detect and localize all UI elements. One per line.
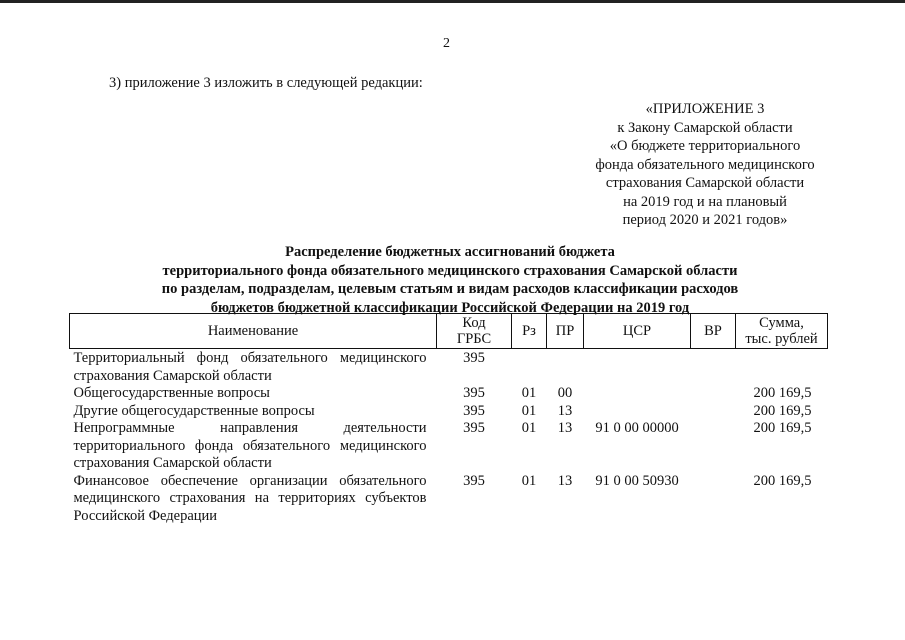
page-number: 2 (443, 36, 450, 51)
budget-allocation-table (69, 313, 828, 525)
cell-vr (691, 473, 736, 526)
appendix-line: «О бюджете территориального (609, 138, 801, 154)
cell-name: Непрограммные направления деятельности территориального фонда обязательного медицинского страхования Самарской области (73, 420, 427, 471)
header-rz: Рз (512, 314, 547, 349)
header-grbs-line1: Код (462, 315, 486, 331)
cell-rz (512, 349, 547, 386)
header-grbs (437, 314, 512, 349)
cell-csr (584, 385, 691, 403)
header-sum-line2: тыс. рублей (745, 331, 818, 347)
header-vr: ВР (691, 314, 736, 349)
cell-name: Финансовое обеспечение организации обязательного медицинского страхования на территориях субъектов Российской Федерации (73, 472, 427, 524)
cell-pr: 00 (557, 385, 573, 401)
cell-grbs: 395 (463, 350, 485, 366)
cell-grbs: 395 (463, 402, 485, 419)
top-border-line (0, 0, 905, 3)
table-header-row (70, 314, 828, 349)
appendix-header (560, 100, 850, 230)
header-pr: ПР (547, 314, 584, 349)
appendix-line: фонда обязательного медицинского (595, 156, 815, 173)
table-title-line: по разделам, подразделам, целевым статьям и видам расходов классификации расходов (161, 281, 739, 297)
header-csr: ЦСР (584, 314, 691, 349)
table-row (70, 473, 828, 526)
cell-sum: 200 169,5 (753, 385, 812, 401)
cell-grbs: 395 (463, 385, 485, 401)
table-row (70, 349, 828, 386)
cell-name: Территориальный фонд обязательного медицинского страхования Самарской области (73, 350, 427, 384)
cell-csr (584, 349, 691, 386)
table-row (70, 403, 828, 421)
intro-paragraph: 3) приложение 3 изложить в следующей редакции: (109, 75, 423, 91)
cell-csr: 91 0 00 00000 (595, 420, 679, 436)
cell-sum: 200 169,5 (753, 420, 812, 436)
header-name: Наименование (70, 314, 437, 349)
cell-pr: 13 (557, 420, 573, 436)
cell-csr (584, 403, 691, 421)
cell-sum: 200 169,5 (753, 402, 812, 419)
cell-grbs: 395 (463, 472, 485, 489)
appendix-line: период 2020 и 2021 годов» (622, 212, 788, 228)
cell-sum (736, 349, 828, 386)
appendix-line: страхования Самарской области (605, 175, 805, 191)
cell-rz: 01 (521, 402, 537, 419)
cell-csr: 91 0 00 50930 (595, 472, 679, 489)
cell-rz: 01 (521, 385, 537, 401)
cell-grbs: 395 (463, 420, 485, 436)
table-title-line: Распределение бюджетных ассигнований бюджета (285, 244, 615, 260)
cell-name: Другие общегосударственные вопросы (73, 402, 315, 419)
cell-pr (547, 349, 584, 386)
cell-pr: 13 (557, 472, 573, 489)
appendix-line: «ПРИЛОЖЕНИЕ 3 (645, 101, 765, 117)
table-row (70, 385, 828, 403)
appendix-line: к Закону Самарской области (617, 119, 793, 136)
cell-vr (691, 349, 736, 386)
cell-vr (691, 403, 736, 421)
header-sum (736, 314, 828, 349)
table-title (100, 243, 800, 317)
cell-vr (691, 420, 736, 473)
cell-rz: 01 (521, 420, 537, 436)
header-sum-line1: Сумма, (759, 315, 804, 331)
cell-sum: 200 169,5 (753, 472, 812, 489)
appendix-line: на 2019 год и на плановый (623, 193, 787, 210)
cell-pr: 13 (557, 402, 573, 419)
table-title-line: территориального фонда обязательного медицинского страхования Самарской области (162, 262, 738, 279)
table-title-line: бюджетов бюджетной классификации Российской Федерации на 2019 год (210, 299, 690, 316)
table-row (70, 420, 828, 473)
cell-name: Общегосударственные вопросы (73, 385, 270, 401)
cell-rz: 01 (521, 472, 537, 489)
header-grbs-line2: ГРБС (456, 331, 492, 347)
cell-vr (691, 385, 736, 403)
